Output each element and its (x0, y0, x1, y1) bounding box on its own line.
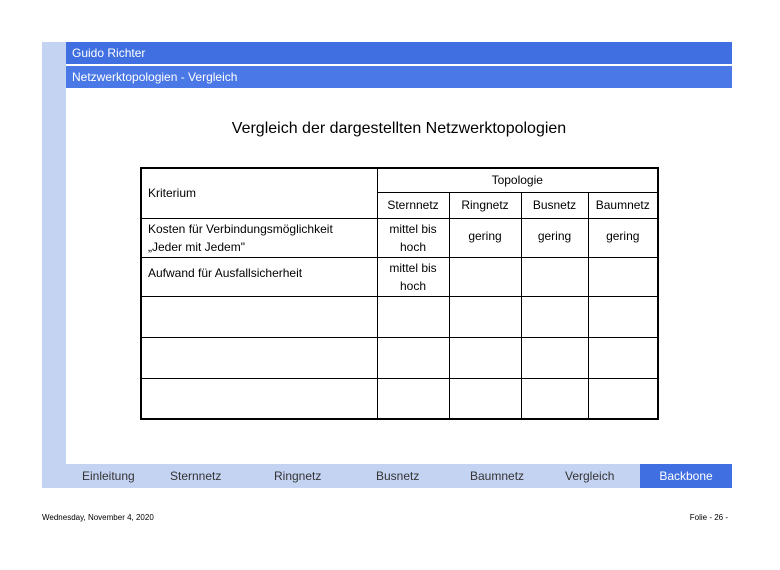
column-header: Baumnetz (588, 192, 658, 218)
empty-cell (588, 378, 658, 419)
nav-link-backbone[interactable]: Backbone (640, 464, 732, 488)
empty-cell (141, 337, 377, 378)
navigation-bar (66, 464, 732, 488)
value-cell (377, 218, 449, 257)
empty-cell (521, 296, 588, 337)
criterion-header: Kriterium (148, 186, 197, 201)
footer-page-number: Folie - 26 - (689, 513, 728, 522)
criterion-cell (141, 218, 377, 257)
value-cell (449, 257, 521, 296)
empty-cell (521, 337, 588, 378)
nav-link-einleitung[interactable]: Einleitung (82, 469, 135, 483)
comparison-table (140, 167, 659, 420)
empty-cell (588, 337, 658, 378)
table-row (141, 378, 658, 419)
value-text: hoch (399, 239, 427, 254)
value-cell: gering (449, 218, 521, 257)
left-decor-strip (42, 42, 66, 488)
value-text: mittel bis (389, 221, 437, 236)
column-header: Sternnetz (377, 192, 449, 218)
value-cell (588, 257, 658, 296)
column-header: Busnetz (521, 192, 588, 218)
table-row (141, 296, 658, 337)
value-cell (377, 257, 449, 296)
value-cell: gering (521, 218, 588, 257)
nav-link-busnetz[interactable]: Busnetz (376, 469, 420, 483)
nav-link-vergleich[interactable]: Vergleich (565, 469, 615, 483)
empty-cell (377, 296, 449, 337)
empty-cell (141, 378, 377, 419)
header-author: Guido Richter (66, 42, 732, 64)
empty-cell (377, 337, 449, 378)
column-header: Ringnetz (449, 192, 521, 218)
nav-link-ringnetz[interactable]: Ringnetz (274, 469, 322, 483)
table-row (141, 218, 658, 257)
value-cell: gering (588, 218, 658, 257)
footer-date: Wednesday, November 4, 2020 (42, 513, 154, 522)
empty-cell (449, 378, 521, 419)
topology-group-header: Topologie (377, 168, 658, 192)
empty-cell (377, 378, 449, 419)
empty-cell (449, 296, 521, 337)
value-text: mittel bis (389, 260, 437, 275)
table-row (141, 257, 658, 296)
empty-cell (449, 337, 521, 378)
empty-cell (521, 378, 588, 419)
criterion-cell (141, 257, 377, 296)
empty-cell (588, 296, 658, 337)
empty-cell (141, 296, 377, 337)
slide-title: Vergleich der dargestellten Netzwerktopologien (231, 120, 567, 137)
header-section-title: Netzwerktopologien - Vergleich (66, 66, 732, 88)
nav-link-sternnetz[interactable]: Sternnetz (170, 469, 222, 483)
value-cell (521, 257, 588, 296)
value-text: hoch (399, 278, 427, 293)
criterion-text: „Jeder mit Jedem" (148, 239, 245, 254)
criterion-text: Aufwand für Ausfallsicherheit (148, 265, 303, 280)
criterion-header-cell (141, 168, 377, 218)
criterion-text: Kosten für Verbindungsmöglichkeit (148, 221, 333, 236)
table-row (141, 337, 658, 378)
nav-link-baumnetz[interactable]: Baumnetz (470, 469, 525, 483)
